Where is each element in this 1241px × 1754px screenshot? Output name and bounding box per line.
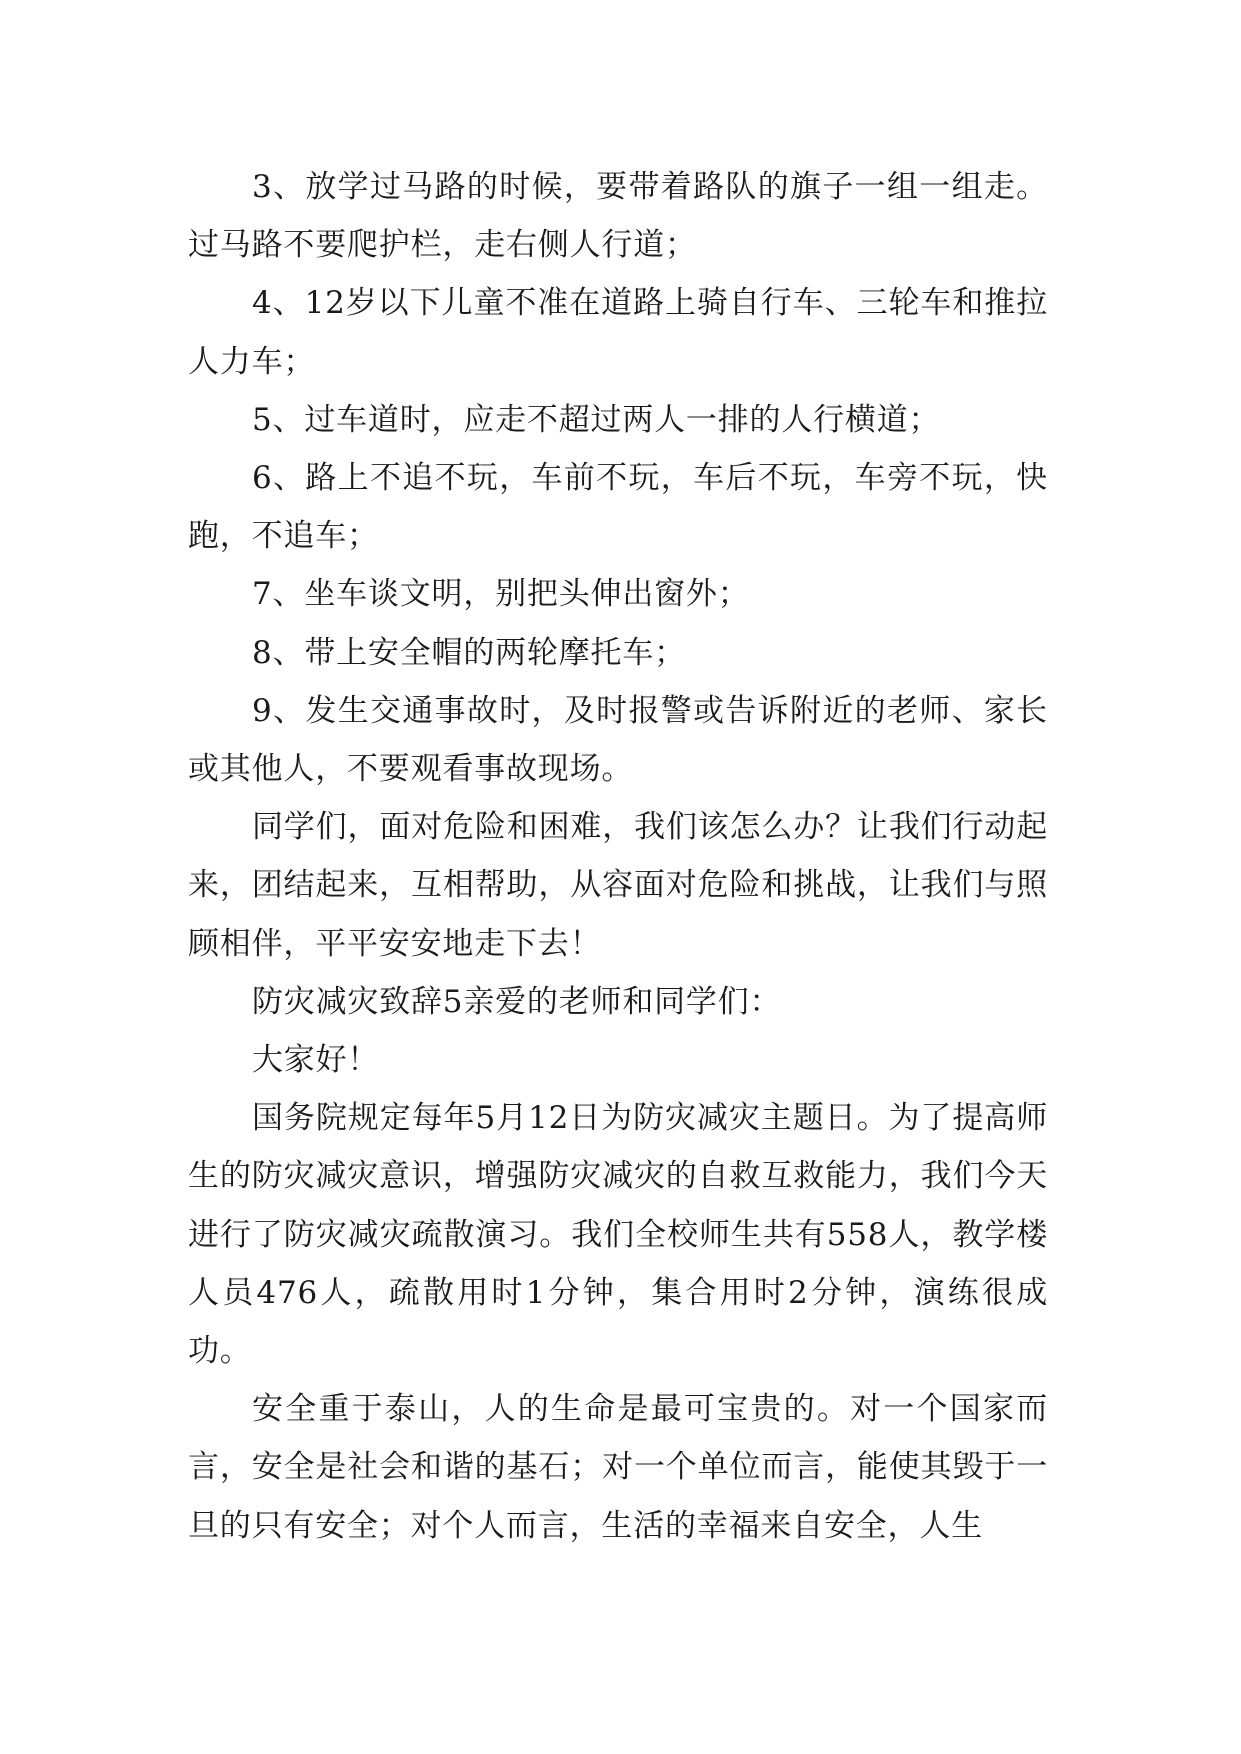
- paragraph-rule-4: 4、12岁以下儿童不准在道路上骑自行车、三轮车和推拉人力车；: [188, 285, 1048, 380]
- paragraph-safety-importance: 安全重于泰山，人的生命是最可宝贵的。对一个国家而言，安全是社会和谐的基石；对一个单位而言，能使其毁于一旦的只有安全；对个人而言，生活的幸福来自安全，人生: [188, 1391, 1048, 1544]
- document-body: [188, 158, 1048, 1555]
- paragraph-rule-6: 6、路上不追不玩，车前不玩，车后不玩，车旁不玩，快跑，不追车；: [188, 460, 1048, 555]
- paragraph-speech-heading: 防灾减灾致辞5亲爱的老师和同学们：: [252, 983, 782, 1020]
- paragraph-greeting: 大家好！: [252, 1042, 380, 1079]
- paragraph-rule-8: 8、带上安全帽的两轮摩托车；: [252, 634, 686, 671]
- paragraph-closing-appeal: 同学们，面对危险和困难，我们该怎么办？让我们行动起来，团结起来，互相帮助，从容面对危险和挑战，让我们与照顾相伴，平平安安地走下去！: [188, 809, 1048, 962]
- paragraph-rule-5: 5、过车道时，应走不超过两人一排的人行横道；: [252, 401, 941, 438]
- paragraph-rule-3: 3、放学过马路的时候，要带着路队的旗子一组一组走。过马路不要爬护栏，走右侧人行道；: [188, 169, 1048, 264]
- paragraph-rule-9: 9、发生交通事故时，及时报警或告诉附近的老师、家长或其他人，不要观看事故现场。: [188, 692, 1048, 788]
- paragraph-drill-report: 国务院规定每年5月12日为防灾减灾主题日。为了提高师生的防灾减灾意识，增强防灾减灾的自救互救能力，我们今天进行了防灾减灾疏散演习。我们全校师生共有558人，教学楼人员476人，疏散用时1分钟，集合用时2分钟，演练很成功。: [188, 1100, 1048, 1370]
- paragraph-rule-7: 7、坐车谈文明，别把头伸出窗外；: [252, 576, 750, 613]
